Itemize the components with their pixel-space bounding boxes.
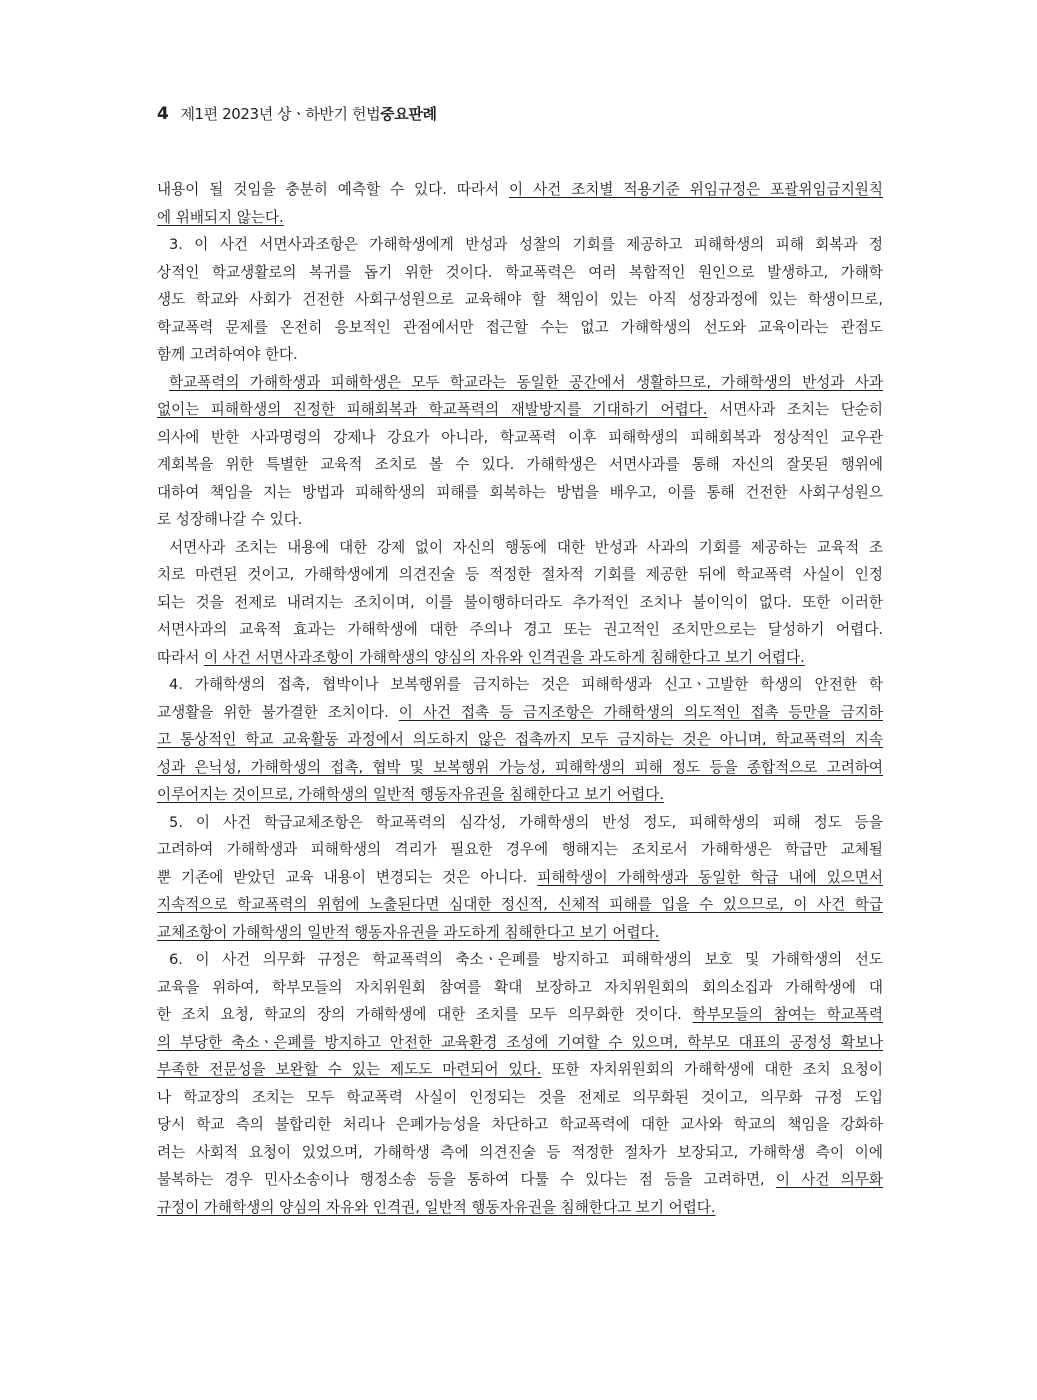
text-line [157, 204, 883, 232]
text-segment: 로 성장해나갈 수 있다. [157, 511, 303, 528]
text-line [157, 1001, 883, 1029]
text-line [157, 974, 883, 1002]
text-line [157, 451, 883, 479]
text-segment: 치로 마련된 것이고, 가해학생에게 의견진술 등 적정한 절차적 기회를 제공한 뒤에 학교폭력 사실이 인정 [157, 566, 883, 583]
text-line [157, 561, 883, 589]
text-segment: 교생활을 위한 불가결한 조치이다. [157, 703, 399, 721]
text-segment: 따라서 [157, 648, 204, 666]
text-line [157, 836, 883, 864]
underlined-text: 이 사건 접촉 등 금지조항은 가해학생의 의도적인 접촉 등만을 금지하 [398, 703, 883, 721]
text-line [157, 809, 883, 837]
text-line [157, 781, 883, 809]
text-segment: 한 조치 요청, 학교의 장의 가해학생에 대한 조치를 모두 의무화한 것이다. [157, 1006, 693, 1023]
text-segment: 불복하는 경우 민사소송이나 행정소송 등을 통하여 다툴 수 있다는 점 등을 고려하면, [157, 1171, 776, 1188]
text-line [157, 589, 883, 617]
underlined-text: 이 사건 서면사과조항이 가해학생의 양심의 자유와 인격권을 과도하게 침해한다고 보기 어렵다. [203, 648, 805, 666]
text-line [157, 396, 883, 424]
text-line [157, 424, 883, 452]
text-segment: 3. 이 사건 서면사과조항은 가해학생에게 반성과 성찰의 기회를 제공하고 피해학생의 피해 회복과 정 [169, 236, 883, 253]
text-line [157, 726, 883, 754]
text-segment: 서면사과 조치는 단순히 [707, 401, 883, 418]
text-line [157, 369, 883, 397]
text-line [157, 1139, 883, 1167]
text-segment: 당시 학교 측의 불합리한 처리나 은폐가능성을 차단하고 학교폭력에 대한 교사와 학교의 책임을 강화하 [157, 1116, 883, 1133]
text-line [157, 671, 883, 699]
text-line [157, 534, 883, 562]
underlined-text: 이루어지는 것이므로, 가해학생의 일반적 행동자유권을 침해한다고 보기 어렵다. [157, 786, 664, 803]
running-header [157, 103, 437, 124]
text-segment: 고려하여 가해학생과 피해학생의 격리가 필요한 경우에 행해지는 조치로서 가해학생은 학급만 교체될 [157, 841, 883, 858]
book-title: 제1편 2023년 상ㆍ하반기 헌법 [180, 105, 381, 123]
text-segment: 뿐 기존에 받았던 교육 내용이 변경되는 것은 아니다. [157, 868, 538, 886]
text-line [157, 616, 883, 644]
underlined-text: 없이는 피해학생의 진정한 피해회복과 학교폭력의 재발방지를 기대하기 어렵다. [157, 401, 708, 418]
underlined-text: 피해학생이 가해학생과 동일한 학급 내에 있으면서 [537, 868, 883, 886]
text-line [157, 644, 883, 672]
text-segment: 서면사과의 교육적 효과는 가해학생에 대한 주의나 경고 또는 권고적인 조치만으로는 달성하기 어렵다. [157, 621, 883, 638]
text-line [157, 259, 883, 287]
underlined-text: 교체조항이 가해학생의 일반적 행동자유권을 과도하게 침해한다고 보기 어렵다. [157, 923, 660, 941]
text-line [157, 1194, 883, 1222]
underlined-text: 이 사건 의무화 [775, 1171, 883, 1188]
underlined-text: 부족한 전문성을 보완할 수 있는 제도도 마련되어 있다. [157, 1061, 542, 1078]
text-segment: 계회복을 위한 특별한 교육적 조치로 볼 수 있다. 가해학생은 서면사과를 통해 자신의 잘못된 행위에 [157, 456, 883, 473]
text-line [157, 314, 883, 342]
text-segment: 의사에 반한 사과명령의 강제나 강요가 아니라, 학교폭력 이후 피해학생의 피해회복과 정상적인 교우관 [157, 428, 883, 446]
text-line [157, 1166, 883, 1194]
text-line [157, 699, 883, 727]
underlined-text: 이 사건 조치별 적용기준 위임규정은 포괄위임금지원칙 [509, 181, 883, 198]
text-segment: 려는 사회적 요청이 있었으며, 가해학생 측에 의견진술 등 적정한 절차가 보장되고, 가해학생 측이 이에 [157, 1143, 883, 1161]
text-line [157, 479, 883, 507]
text-line [157, 231, 883, 259]
text-segment: 상적인 학교생활로의 복귀를 돕기 위한 것이다. 학교폭력은 여러 복합적인 원인으로 발생하고, 가해학 [157, 263, 883, 281]
underlined-text: 고 통상적인 학교 교육활동 과정에서 의도하지 않은 접촉까지 모두 금지하는 것은 아니며, 학교폭력의 지속 [157, 731, 883, 748]
text-segment: 되는 것을 전제로 내려지는 조치이며, 이를 불이행하더라도 추가적인 조치나 불이익이 없다. 또한 이러한 [157, 593, 883, 611]
text-line [157, 864, 883, 892]
text-line [157, 1029, 883, 1057]
book-title-bold: 중요판례 [380, 105, 437, 123]
underlined-text: 에 위배되지 않는다. [157, 208, 284, 226]
underlined-text: 성과 은닉성, 가해학생의 접촉, 협박 및 보복행위 가능성, 피해학생의 피해 정도 등을 종합적으로 고려하여 [157, 758, 883, 776]
text-line [157, 286, 883, 314]
text-segment: 나 학교장의 조치는 모두 학교폭력 사실이 인정되는 것을 전제로 의무화된 것이고, 의무화 규정 도입 [157, 1088, 883, 1106]
text-segment: 학교폭력 문제를 온전히 응보적인 관점에서만 접근할 수는 없고 가해학생의 선도와 교육이라는 관점도 [157, 318, 883, 336]
text-segment: 교육을 위하여, 학부모들의 자치위원회 참여를 확대 보장하고 자치위원회의 회의소집과 가해학생에 대 [157, 978, 883, 996]
text-line [157, 946, 883, 974]
text-segment: 서면사과 조치는 내용에 대한 강제 없이 자신의 행동에 대한 반성과 사과의 기회를 제공하는 교육적 조 [169, 538, 883, 556]
text-line [157, 891, 883, 919]
text-line [157, 919, 883, 947]
underlined-text: 학교폭력의 가해학생과 피해학생은 모두 학교라는 동일한 공간에서 생활하므로, 가해학생의 반성과 사과 [169, 373, 883, 391]
text-segment: 5. 이 사건 학급교체조항은 학교폭력의 심각성, 가해학생의 반성 정도, 피해학생의 피해 정도 등을 [169, 813, 883, 831]
text-segment: 생도 학교와 사회가 건전한 사회구성원으로 교육해야 할 책임이 있는 아직 성장과정에 있는 학생이므로, [157, 291, 883, 308]
text-line [157, 754, 883, 782]
text-line [157, 506, 883, 534]
text-segment: 6. 이 사건 의무화 규정은 학교폭력의 축소ㆍ은폐를 방지하고 피해학생의 보호 및 가해학생의 선도 [169, 951, 883, 968]
text-line [157, 176, 883, 204]
underlined-text: 지속적으로 학교폭력의 위험에 노출된다면 심대한 정신적, 신체적 피해를 입을 수 있으므로, 이 사건 학급 [157, 896, 883, 913]
underlined-text: 학부모들의 참여는 학교폭력 [692, 1006, 883, 1023]
text-segment: 함께 고려하여야 한다. [157, 346, 298, 363]
document-body [157, 176, 883, 1221]
text-line [157, 341, 883, 369]
page-number: 4 [157, 104, 169, 124]
text-segment: 내용이 될 것임을 충분히 예측할 수 있다. 따라서 [157, 181, 510, 198]
text-line [157, 1084, 883, 1112]
text-line [157, 1056, 883, 1084]
underlined-text: 의 부당한 축소ㆍ은폐를 방지하고 안전한 교육환경 조성에 기여할 수 있으며, 학부모 대표의 공정성 확보나 [157, 1033, 883, 1051]
text-segment: 대하여 책임을 지는 방법과 피해학생의 피해를 회복하는 방법을 배우고, 이를 통해 건전한 사회구성원으 [157, 483, 883, 501]
text-segment: 4. 가해학생의 접촉, 협박이나 보복행위를 금지하는 것은 피해학생과 신고ㆍ고발한 학생의 안전한 학 [169, 676, 883, 693]
underlined-text: 규정이 가해학생의 양심의 자유와 인격권, 일반적 행동자유권을 침해한다고 보기 어렵다. [157, 1198, 716, 1216]
text-line [157, 1111, 883, 1139]
text-segment: 또한 자치위원회의 가해학생에 대한 조치 요청이 [541, 1061, 883, 1078]
